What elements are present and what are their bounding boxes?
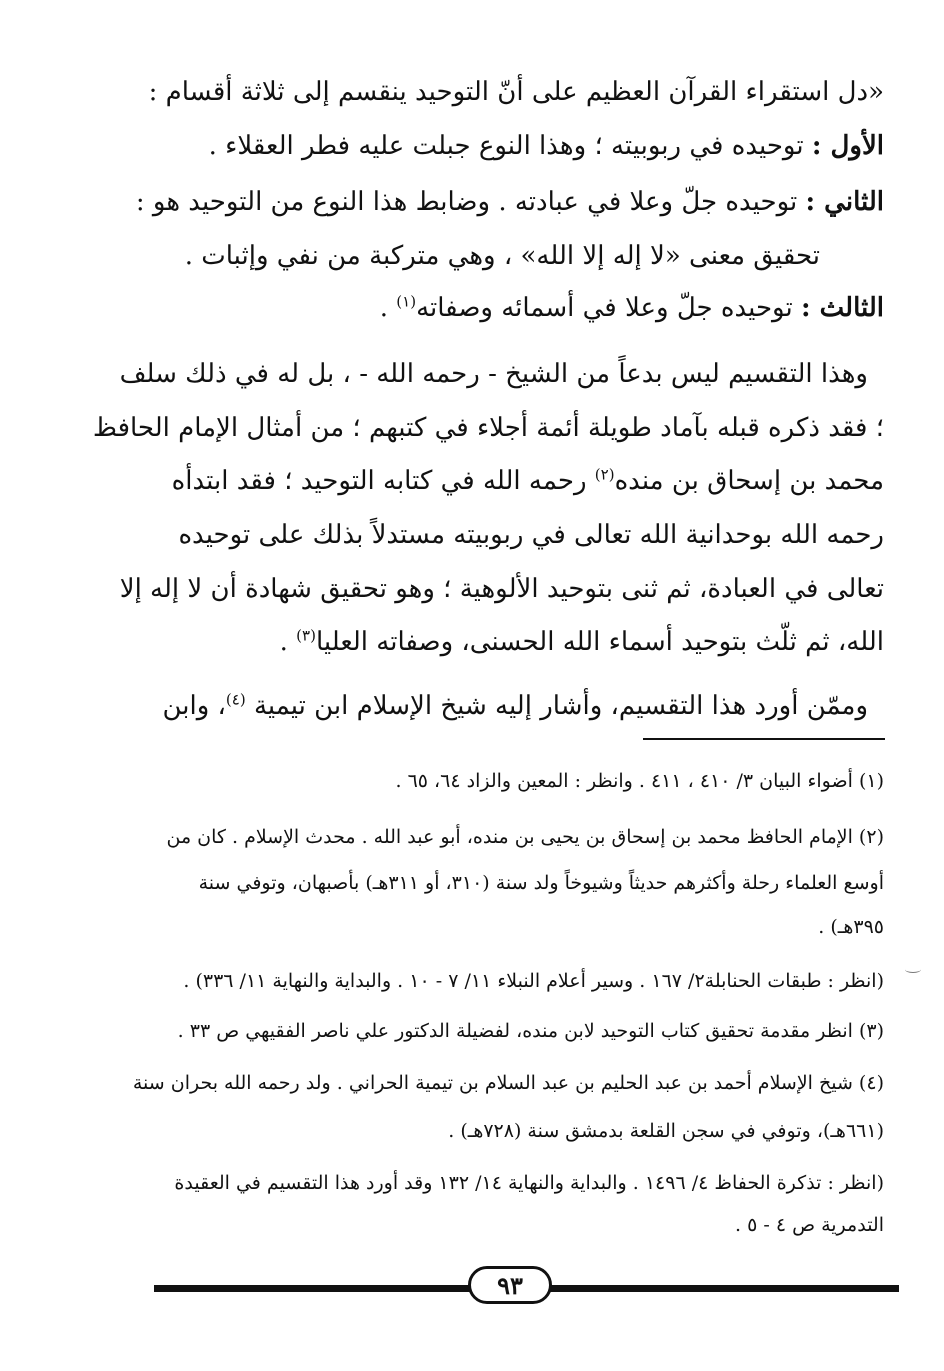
footnote-2-line-4: (انظر : طبقات الحنابلة٢/ ١٦٧ . وسير أعلام النبلاء ١١/ ٧ - ١٠ . والبداية والنهاية ١١/ ٣٣٦) .: [183, 970, 884, 992]
quote-second-continuation: تحقيق معنى «لا إله إلا الله» ، وهي متركبة من نفي وإثبات .: [184, 241, 820, 271]
footnote-4-line-3: (انظر : تذكرة الحفاظ ٤/ ١٤٩٦ . والبداية والنهاية ١٤/ ١٣٢ وقد أورد هذا التقسيم في العقيدة: [174, 1172, 884, 1194]
body-line-7: [162, 686, 868, 726]
footnote-2-line-3: ٣٩٥هـ) .: [818, 916, 884, 938]
footnote-separator: [643, 738, 885, 740]
first-text: توحيده في ربوبيته ؛ وهذا النوع جبلت عليه فطر العقلاء .: [208, 131, 804, 161]
body-line-7-start: وممّن أورد هذا التقسيم، وأشار إليه شيخ الإسلام ابن تيمية: [245, 691, 868, 721]
footnote-1: (١) أضواء البيان ٣/ ٤١٠ ، ٤١١ . وانظر : المعين والزاد ٦٤، ٦٥ .: [395, 770, 884, 792]
body-line-1: وهذا التقسيم ليس بدعاً من الشيخ - رحمه الله - ، بل له في ذلك سلف: [119, 359, 868, 389]
body-line-2: ؛ فقد ذكره قبله بآماد طويلة أئمة أجلاء في كتبهم ؛ من أمثال الإمام الحافظ: [92, 413, 884, 443]
body-line-6-start: الله، ثم ثلّث بتوحيد أسماء الله الحسنى، وصفاته العليا: [315, 627, 884, 657]
third-label: الثالث :: [800, 293, 884, 323]
third-text: توحيده جلّ وعلا في أسمائه وصفاته: [416, 293, 793, 323]
footnote-2-line-1: (٢) الإمام الحافظ محمد بن إسحاق بن يحيى بن منده، أبو عبد الله . محدث الإسلام . كان من: [166, 826, 884, 848]
quote-third-item: [380, 288, 884, 328]
footnote-3: (٣) انظر مقدمة تحقيق كتاب التوحيد لابن منده، لفضيلة الدكتور علي ناصر الفقيهي ص ٣٣ .: [177, 1020, 884, 1042]
stray-mark: [905, 966, 921, 973]
footnote-ref-1[interactable]: (١): [396, 292, 417, 311]
body-line-5: تعالى في العبادة، ثم ثنى بتوحيد الألوهية ؛ وهو تحقيق شهادة أن لا إله إلا: [119, 574, 884, 604]
footnote-ref-2[interactable]: (٢): [594, 465, 615, 484]
page-number: [468, 1266, 552, 1304]
body-line-6-end: .: [279, 627, 297, 657]
third-end: .: [379, 293, 397, 323]
footnote-ref-3[interactable]: (٣): [296, 626, 316, 645]
footnote-4-line-4: التدمرية ص ٤ - ٥ .: [735, 1214, 884, 1236]
body-line-3-end: رحمه الله في كتابه التوحيد ؛ فقد ابتدأه: [171, 466, 595, 496]
footnote-2-line-2: أوسع العلماء رحلة وأكثرهم حديثاً وشيوخاً ولد سنة (٣١٠، أو ٣١١هـ) بأصبهان، وتوفي سنة: [198, 872, 884, 894]
body-line-3: [172, 461, 884, 501]
body-line-6: [280, 622, 884, 662]
quote-first-item: [209, 126, 884, 166]
footnote-4-line-1: (٤) شيخ الإسلام أحمد بن عبد الحليم بن عبد السلام بن تيمية الحراني . ولد رحمه الله بحران سنة: [132, 1072, 884, 1094]
body-line-7-end: ، وابن: [162, 691, 226, 721]
second-text: توحيده جلّ وعلا في عبادته . وضابط هذا النوع من التوحيد هو :: [135, 187, 798, 217]
footnote-ref-4[interactable]: (٤): [225, 690, 246, 709]
page-number-text: ٩٣: [497, 1270, 523, 1300]
first-label: الأول :: [811, 131, 884, 161]
quote-second-item: [136, 182, 884, 222]
second-label: الثاني :: [805, 187, 884, 217]
body-line-4: رحمه الله بوحدانية الله تعالى في ربوبيته مستدلاً بذلك على توحيده: [178, 520, 884, 550]
body-line-3-start: محمد بن إسحاق بن منده: [614, 466, 884, 496]
quote-intro: «دل استقراء القرآن العظيم على أنّ التوحيد ينقسم إلى ثلاثة أقسام :: [148, 77, 884, 107]
footnote-4-line-2: (٦٦١هـ)، وتوفي في سجن القلعة بدمشق سنة (٧٢٨هـ) .: [448, 1120, 884, 1142]
